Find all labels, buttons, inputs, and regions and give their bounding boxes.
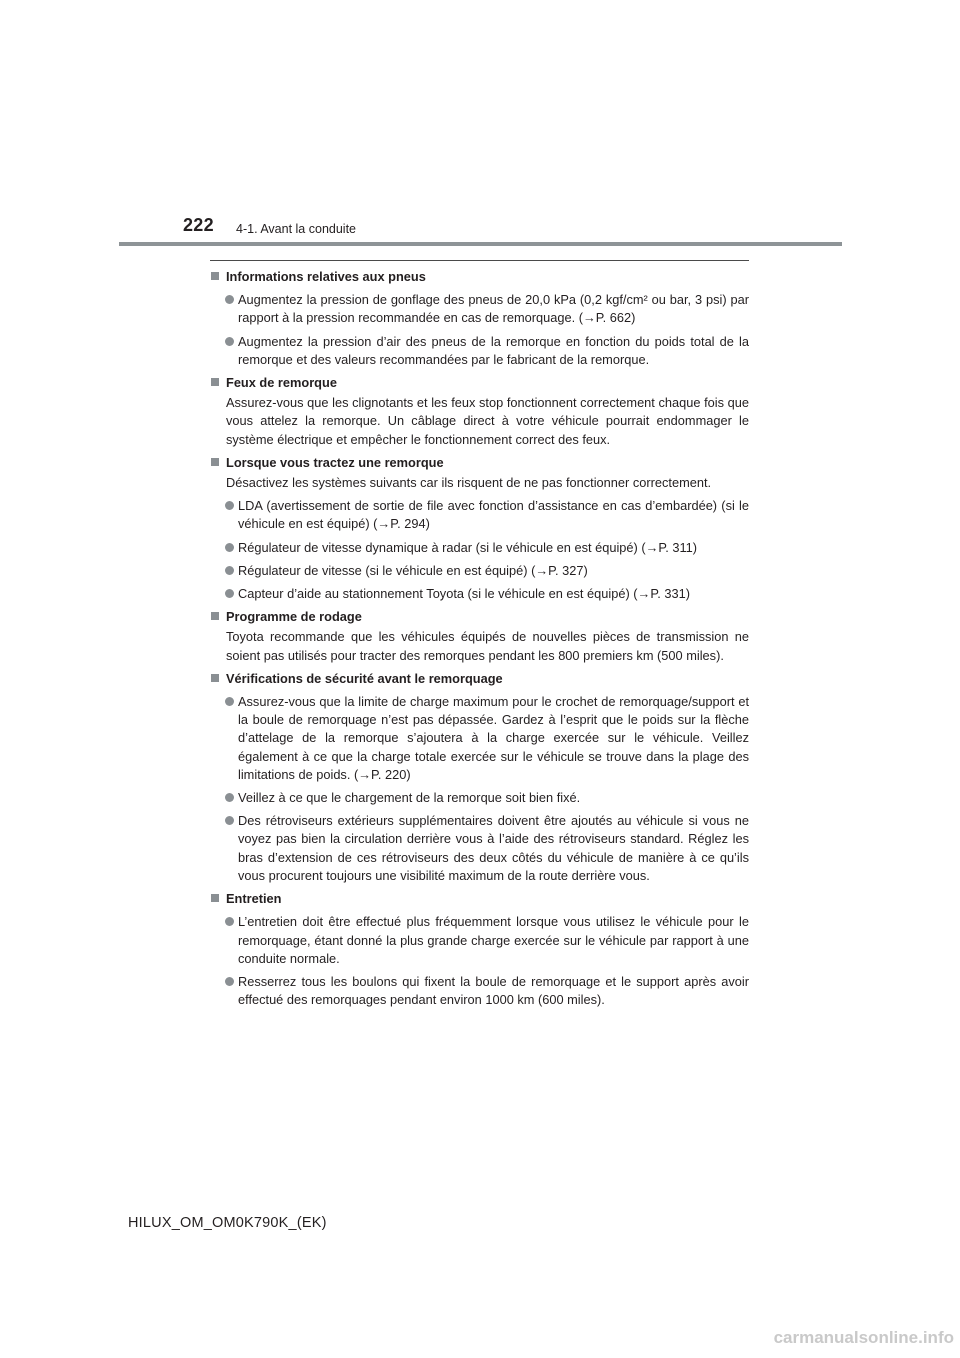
section-heading	[210, 454, 749, 472]
section-heading	[210, 890, 749, 908]
list-item-text: Régulateur de vitesse dynamique à radar (si le véhicule en est équipé) (→P. 311)	[238, 539, 698, 555]
section-heading	[210, 608, 749, 626]
section-heading	[210, 268, 749, 286]
content-top-rule	[210, 260, 749, 261]
round-bullet-icon	[225, 566, 234, 575]
list-item-text: Augmentez la pression d’air des pneus de la remorque en fonction du poids total de la remorque et des valeurs recommandées par le fabricant de la remorque.	[238, 333, 749, 367]
section-paragraph: Désactivez les systèmes suivants car ils risquent de ne pas fonctionner correctement.	[226, 475, 712, 491]
page-number: 222	[183, 215, 214, 235]
square-bullet-icon	[211, 272, 219, 280]
list-item	[210, 913, 749, 968]
square-bullet-icon	[211, 378, 219, 386]
section-paragraph: Toyota recommande que les véhicules équipés de nouvelles pièces de transmission ne soient pas utilisés pour tracter des remorques pendant les 800 premiers km (500 miles).	[226, 629, 749, 663]
round-bullet-icon	[225, 697, 234, 706]
list-item	[210, 789, 749, 807]
list-item	[210, 585, 749, 603]
list-item-text: LDA (avertissement de sortie de file avec fonction d’assistance en cas d’embardée) (si le véhicule en est équipé) (→P. 294)	[238, 498, 749, 532]
round-bullet-icon	[225, 816, 234, 825]
list-item-text: Assurez-vous que la limite de charge maximum pour le crochet de remorquage/support et la boule de remorquage n’est pas dépassée. Gardez à l’esprit que le poids sur la flèche d’attelage de la remorque s’ajoutera à la charge exercée sur le véhicule. Veillez également à ce que la charge totale exercée sur le véhicule se trouve dans la plage des limitations de poids. (→P. 220)	[238, 694, 749, 782]
list-item	[210, 693, 749, 784]
list-item	[210, 333, 749, 369]
list-item	[210, 291, 749, 327]
section-heading-text: Lorsque vous tractez une remorque	[226, 454, 444, 470]
square-bullet-icon	[211, 674, 219, 682]
list-item-text: L’entretien doit être effectué plus fréquemment lorsque vous utilisez le véhicule pour le remorquage, étant donné la plus grande charge exercée sur le véhicule par rapport à une conduite normale.	[238, 914, 749, 966]
list-item	[210, 539, 749, 557]
list-item-text: Capteur d’aide au stationnement Toyota (si le véhicule en est équipé) (→P. 331)	[238, 586, 690, 602]
list-item-text: Des rétroviseurs extérieurs supplémentaires doivent être ajoutés au véhicule si vous ne voyez pas bien la circulation derrière vous à l’aide des rétroviseurs standard. Réglez les bras d’extension de ces rétroviseurs des deux côtés du véhicule de manière à ce qu’ils vous procurent toujours une visibilité maximum de la route derrière vous.	[238, 813, 749, 883]
section-heading-text: Informations relatives aux pneus	[226, 269, 426, 284]
list-item	[210, 812, 749, 885]
section-heading-text: Vérifications de sécurité avant le remorquage	[226, 670, 503, 686]
round-bullet-icon	[225, 917, 234, 926]
square-bullet-icon	[211, 894, 219, 902]
list-item-text: Veillez à ce que le chargement de la remorque soit bien fixé.	[238, 790, 581, 806]
list-item-text: Régulateur de vitesse (si le véhicule en est équipé) (→P. 327)	[238, 562, 588, 578]
list-item-text: Augmentez la pression de gonflage des pneus de 20,0 kPa (0,2 kgf/cm² ou bar, 3 psi) par rapport à la pression recommandée en cas de remorquage. (→P. 662)	[238, 292, 749, 326]
round-bullet-icon	[225, 543, 234, 552]
square-bullet-icon	[211, 612, 219, 620]
list-item	[210, 497, 749, 533]
section-heading-text: Entretien	[226, 891, 282, 907]
section-title: 4-1. Avant la conduite	[236, 222, 356, 236]
section-heading	[210, 670, 749, 688]
list-item	[210, 562, 749, 580]
section-heading	[210, 374, 749, 392]
header-rule	[119, 242, 842, 246]
list-item	[210, 973, 749, 1009]
page-content	[210, 268, 749, 1009]
section-heading-text: Programme de rodage	[226, 609, 362, 625]
round-bullet-icon	[225, 337, 234, 346]
section-paragraph: Assurez-vous que les clignotants et les feux stop fonctionnent correctement chaque fois que vous attelez la remorque. Un câblage direct à votre véhicule pourrait endommager le système électrique et empêcher le fonctionnement correct des feux.	[226, 395, 749, 447]
round-bullet-icon	[225, 295, 234, 304]
round-bullet-icon	[225, 501, 234, 510]
round-bullet-icon	[225, 793, 234, 802]
section-heading-text: Feux de remorque	[226, 375, 337, 391]
footer-code: HILUX_OM_OM0K790K_(EK)	[128, 1215, 327, 1231]
square-bullet-icon	[211, 458, 219, 466]
list-item-text: Resserrez tous les boulons qui fixent la boule de remorquage et le support après avoir effectué des remorquages pendant environ 1000 km (600 miles).	[238, 973, 749, 1008]
round-bullet-icon	[225, 977, 234, 986]
round-bullet-icon	[225, 589, 234, 598]
watermark: carmanualsonline.info	[773, 1328, 954, 1347]
